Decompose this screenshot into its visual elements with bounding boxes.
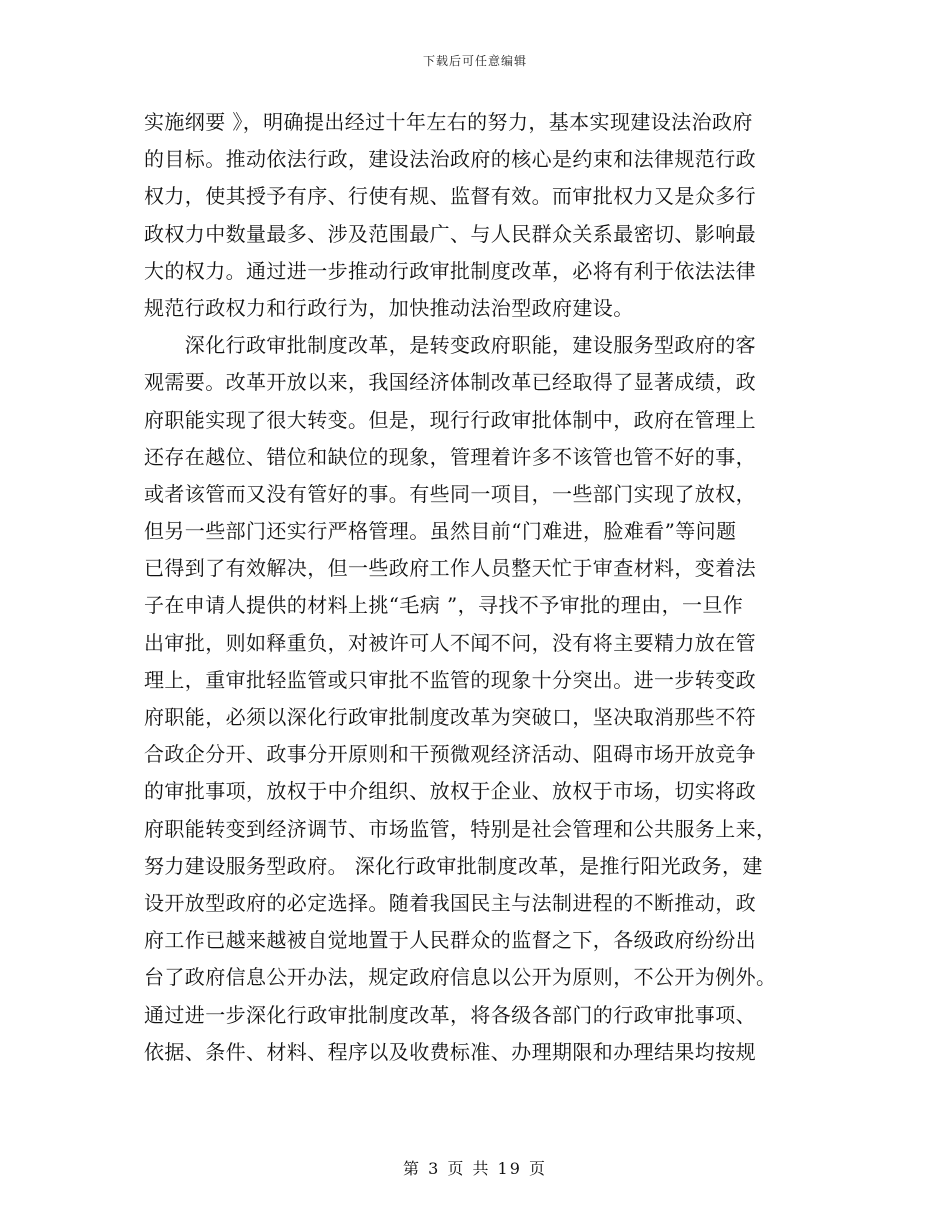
body-line: 府职能，必须以深化行政审批制度改革为突破口，坚决取消那些不符 [144,705,756,729]
body-line: 依据、条件、材料、程序以及收费标准、办理期限和办理结果均按规 [144,1039,756,1064]
body-line: 出审批，则如释重负，对被许可人不闻不问，没有将主要精力放在管 [144,630,756,655]
body-line: 台了政府信息公开办法，规定政府信息以公开为原则，不公开为例外。 [144,965,777,990]
body-line: 或者该管而又没有管好的事。有些同一项目，一些部门实现了放权， [144,481,756,506]
body-line: 观需要。改革开放以来，我国经济体制改革已经取得了显著成绩，政 [144,370,756,395]
body-line: 通过进一步深化行政审批制度改革，将各级各部门的行政审批事项、 [144,1002,756,1027]
page-header: 下载后可任意编辑 [422,54,527,68]
body-line: 设开放型政府的必定选择。随着我国民主与法制进程的不断推动，政 [144,890,756,915]
document-body [144,104,804,1071]
body-line: 实施纲要 》，明确提出经过十年左右的努力，基本实现建设法治政府 [144,110,753,134]
body-line: 政权力中数量最多、涉及范围最广、与人民群众关系最密切、影响最 [144,221,756,246]
body-line: 深化行政审批制度改革，是转变政府职能，建设服务型政府的客 [144,333,756,358]
body-line: 府工作已越来越被自觉地置于人民群众的监督之下，各级政府纷纷出 [144,928,756,953]
body-line: 理上，重审批轻监管或只审批不监管的现象十分突出。进一步转变政 [144,667,756,692]
body-line: 规范行政权力和行政行为，加快推动法治型政府建设。 [144,295,634,320]
body-line: 子在申请人提供的材料上挑“毛病 ”，寻找不予审批的理由，一旦作 [144,593,744,618]
body-line: 大的权力。通过进一步推动行政审批制度改革，必将有利于依法法律 [144,258,756,283]
page-footer: 第 3 页 共 19 页 [403,1159,547,1178]
body-line: 已得到了有效解决，但一些政府工作人员整天忙于审查材料，变着法 [144,556,756,581]
body-line: 权力，使其授予有序、行使有规、监督有效。而审批权力又是众多行 [144,184,756,209]
body-line: 合政企分开、政事分开原则和干预微观经济活动、阻碍市场开放竞争 [144,742,756,767]
body-line: 的审批事项，放权于中介组织、放权于企业、放权于市场，切实将政 [144,779,756,804]
body-line: 的目标。推动依法行政，建设法治政府的核心是约束和法律规范行政 [144,147,756,172]
body-line: 府职能转变到经济调节、市场监管，特别是社会管理和公共服务上来， [144,816,777,841]
body-line: 但另一些部门还实行严格管理。虽然目前“门难进，脸难看”等问题 [144,519,737,544]
body-line: 努力建设服务型政府。 深化行政审批制度改革，是推行阳光政务，建 [144,853,763,878]
body-line: 还存在越位、错位和缺位的现象，管理着许多不该管也管不好的事， [144,444,756,469]
body-line: 府职能实现了很大转变。但是，现行行政审批体制中，政府在管理上 [144,407,756,432]
